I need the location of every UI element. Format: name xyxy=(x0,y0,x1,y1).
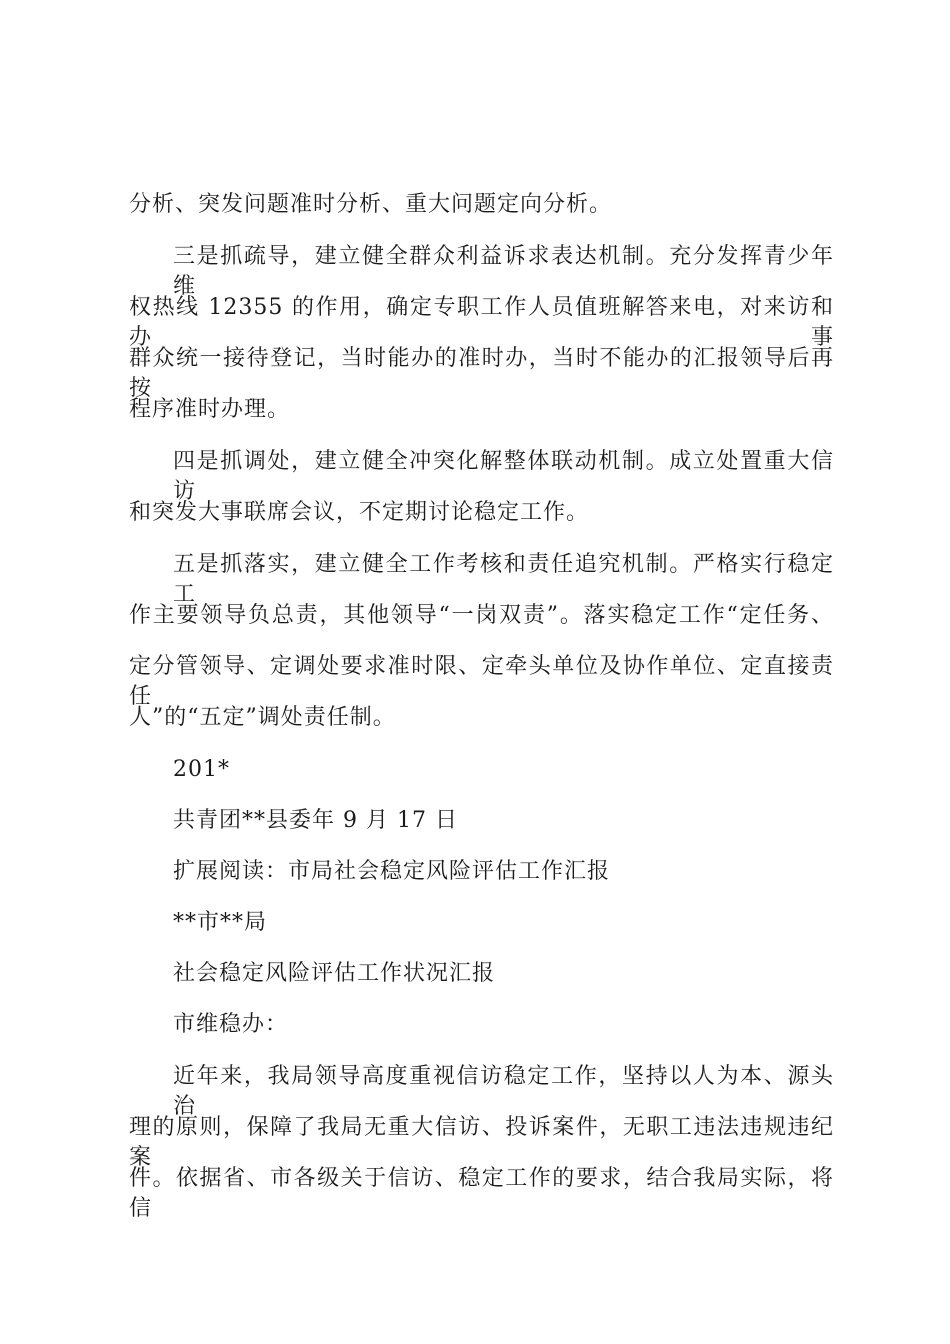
paragraph-line: 定分管领导、定调处要求准时限、定牵头单位及协作单位、定直接责任 xyxy=(129,654,834,709)
paragraph-line: 作主要领导负总责，其他领导“一岗双责”。落实稳定工作“定任务、 xyxy=(129,603,834,628)
paragraph-line: 和突发大事联席会议，不定期讨论稳定工作。 xyxy=(129,500,590,525)
paragraph-line: 近年来，我局领导高度重视信访稳定工作，坚持以人为本、源头治 xyxy=(173,1064,834,1119)
paragraph-line: 分析、突发问题准时分析、重大问题定向分析。 xyxy=(129,192,613,217)
report-title: 社会稳定风险评估工作状况汇报 xyxy=(173,961,496,986)
date-year: 201* xyxy=(173,757,230,782)
extended-reading-title: 扩展阅读：市局社会稳定风险评估工作汇报 xyxy=(173,859,611,884)
paragraph-line: 权热线 12355 的作用，确定专职工作人员值班解答来电，对来访和办事 xyxy=(129,295,834,350)
paragraph-line: 群众统一接待登记，当时能办的准时办，当时不能办的汇报领导后再按 xyxy=(129,346,834,401)
paragraph-line: 三是抓疏导，建立健全群众利益诉求表达机制。充分发挥青少年维 xyxy=(173,244,834,299)
signature-line: 共青团**县委年 9 月 17 日 xyxy=(173,808,458,833)
paragraph-line: 四是抓调处，建立健全冲突化解整体联动机制。成立处置重大信访 xyxy=(173,449,834,504)
org-name: **市**局 xyxy=(173,910,268,935)
addressee: 市维稳办： xyxy=(173,1012,289,1037)
paragraph-line: 人”的“五定”调处责任制。 xyxy=(129,705,396,730)
paragraph-line: 程序准时办理。 xyxy=(129,397,291,422)
paragraph-line: 理的原则，保障了我局无重大信访、投诉案件，无职工违法违规违纪案 xyxy=(129,1115,834,1170)
paragraph-line: 件。依据省、市各级关于信访、稳定工作的要求，结合我局实际，将信 xyxy=(129,1166,834,1221)
paragraph-line: 五是抓落实，建立健全工作考核和责任追究机制。严格实行稳定工 xyxy=(173,552,834,607)
